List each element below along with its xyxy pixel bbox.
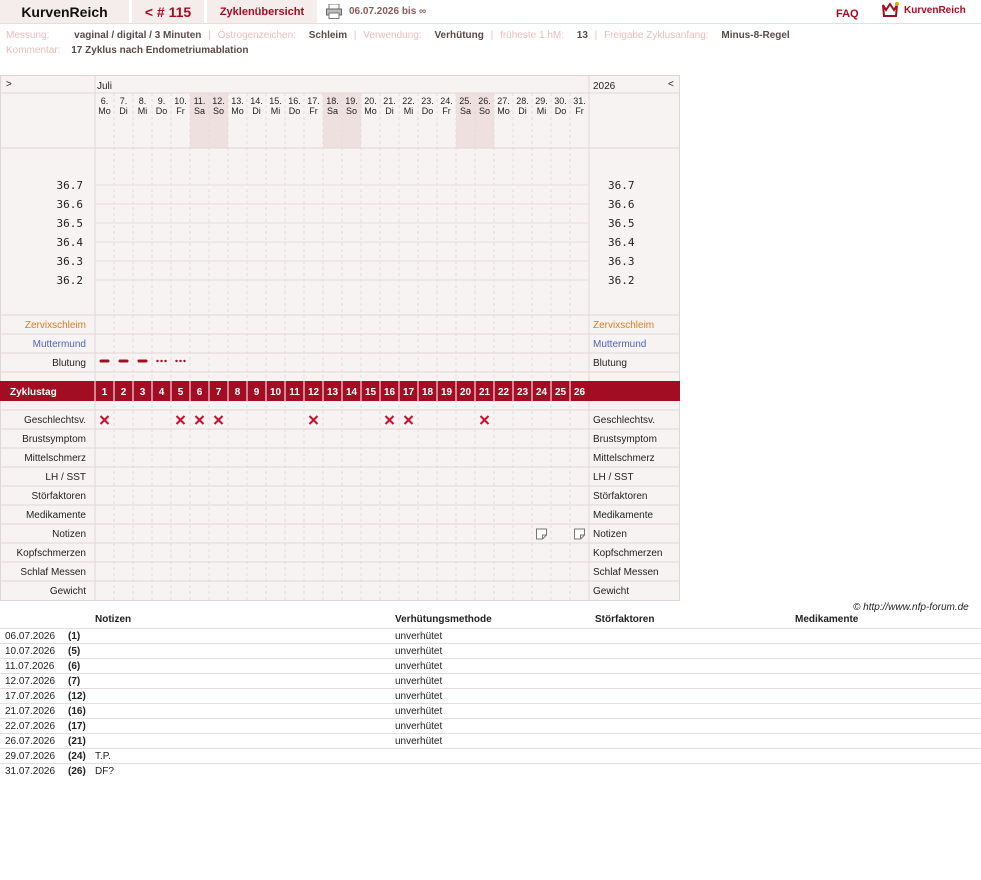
comment-line [6, 45, 249, 56]
weekday-label: Sa [193, 106, 206, 116]
cycle-day-number: 18 [421, 387, 434, 398]
row-label-left: Zervixschleim [24, 320, 86, 331]
weekday-label: Mo [231, 106, 244, 116]
weekday-label: So [478, 106, 491, 116]
weekday-label: Mi [536, 106, 547, 116]
row-date: 17.07.2026 [5, 691, 56, 702]
kurvenreich-logo[interactable] [880, 1, 966, 19]
notes-table-row [0, 628, 981, 643]
row-label-right: Blutung [593, 358, 627, 369]
cycle-overview-tab[interactable] [207, 0, 317, 23]
nav-prev-button: < [668, 79, 674, 90]
copyright: © http://www.nfp-forum.de [853, 602, 969, 613]
row-method: unverhütet [395, 646, 443, 657]
day-date-label: 15. [269, 96, 282, 106]
day-date-label: 24. [440, 96, 453, 106]
row-date: 31.07.2026 [5, 766, 56, 777]
row-cycle-day: (16) [68, 706, 86, 717]
temperature-tick-left: 36.3 [56, 255, 83, 268]
row-date: 10.07.2026 [5, 646, 56, 657]
row-label-left: Kopfschmerzen [16, 548, 86, 559]
row-label-left: Mittelschmerz [24, 453, 86, 464]
weekday-label: So [212, 106, 225, 116]
separator: | [490, 30, 494, 41]
row-note: T.P. [95, 751, 111, 762]
row-method: unverhütet [395, 676, 443, 687]
nav-next-button: > [6, 79, 12, 90]
row-label-left: Blutung [52, 358, 86, 369]
row-label-right: Brustsymptom [593, 434, 657, 445]
weekday-label: Mi [403, 106, 414, 116]
notes-table-row [0, 673, 981, 688]
row-label-right: Schlaf Messen [593, 567, 659, 578]
notes-table-row [0, 733, 981, 748]
cycle-day-number: 3 [139, 387, 146, 398]
top-divider [0, 23, 981, 24]
medication-header: Medikamente [795, 614, 859, 625]
notes-table-row [0, 763, 981, 778]
year-label: 2026 [593, 81, 616, 92]
messung-label: Messung: [6, 30, 50, 41]
cycle-day-number: 17 [402, 387, 415, 398]
cycle-day-number: 2 [120, 387, 127, 398]
chart-background [1, 76, 680, 601]
weekday-label: Sa [326, 106, 339, 116]
cycle-chart [0, 75, 680, 602]
cycle-info-line [6, 30, 790, 41]
cycle-overview-label: Zyklenübersicht [219, 5, 305, 18]
row-label-right: Zervixschleim [593, 320, 655, 331]
notes-table-row [0, 658, 981, 673]
temperature-tick-left: 36.6 [56, 198, 83, 211]
weekday-label: Di [119, 106, 128, 116]
day-date-label: 30. [554, 96, 567, 106]
row-label-left: Muttermund [32, 339, 86, 350]
verwendung-value: Verhütung [434, 30, 484, 41]
notes-header: Notizen [95, 614, 132, 625]
notes-table-row [0, 688, 981, 703]
bleeding-spotting-dot [164, 360, 166, 362]
notes-table-row [0, 748, 981, 763]
day-date-label: 25. [459, 96, 472, 106]
kommentar-label: Kommentar: [6, 45, 61, 56]
day-date-label: 31. [573, 96, 586, 106]
notes-table-row [0, 703, 981, 718]
disturbance-header: Störfaktoren [595, 614, 655, 625]
row-label-right: Muttermund [593, 339, 647, 350]
day-date-label: 22. [402, 96, 415, 106]
day-date-label: 9. [157, 96, 166, 106]
row-label-left: Notizen [52, 529, 86, 540]
row-label-right: Gewicht [593, 586, 630, 597]
fruehste-label: früheste 1.hM: [500, 30, 564, 41]
weekday-label: Fr [176, 106, 185, 116]
row-cycle-day: (17) [68, 721, 86, 732]
row-label-right: Notizen [593, 529, 627, 540]
weekday-label: Mi [270, 106, 281, 116]
day-date-label: 7. [119, 96, 128, 106]
cycle-day-label: Zyklustag [10, 387, 57, 398]
row-label-left: Gewicht [49, 586, 86, 597]
temperature-tick-right: 36.4 [608, 236, 635, 249]
bleeding-spotting-dot [183, 360, 185, 362]
notes-table-row [0, 718, 981, 733]
cycle-day-number: 10 [269, 387, 282, 398]
weekday-label: Di [518, 106, 527, 116]
weekday-label: Do [421, 106, 434, 116]
weekday-label: Mo [364, 106, 377, 116]
bleeding-spotting-dot [175, 360, 177, 362]
weekday-label: Do [288, 106, 301, 116]
temperature-tick-right: 36.7 [608, 179, 635, 192]
month-label: Juli [97, 81, 113, 92]
row-label-left: Schlaf Messen [20, 567, 86, 578]
kommentar-value: 17 Zyklus nach Endometriumablation [71, 45, 249, 56]
fruehste-value: 13 [576, 30, 588, 41]
day-date-label: 10. [174, 96, 187, 106]
bleeding-spotting-dot [179, 360, 181, 362]
row-label-left: LH / SST [45, 472, 86, 483]
bleeding-heavy-mark [138, 360, 148, 363]
row-label-left: Medikamente [25, 510, 86, 521]
day-date-label: 8. [138, 96, 147, 106]
cycle-day-number: 8 [234, 387, 241, 398]
row-cycle-day: (1) [68, 631, 81, 642]
day-date-label: 23. [421, 96, 434, 106]
row-method: unverhütet [395, 661, 443, 672]
row-date: 06.07.2026 [5, 631, 56, 642]
cycle-day-number: 22 [497, 387, 510, 398]
day-date-label: 27. [497, 96, 510, 106]
temperature-tick-right: 36.2 [608, 274, 635, 287]
day-date-label: 26. [478, 96, 491, 106]
day-date-label: 17. [307, 96, 320, 106]
row-cycle-day: (24) [68, 751, 86, 762]
cycle-day-number: 25 [554, 387, 567, 398]
day-date-label: 28. [516, 96, 529, 106]
weekday-label: Mo [497, 106, 510, 116]
day-date-label: 20. [364, 96, 377, 106]
row-label-right: LH / SST [593, 472, 634, 483]
row-date: 29.07.2026 [5, 751, 56, 762]
day-date-label: 13. [231, 96, 244, 106]
cycle-day-number: 19 [440, 387, 453, 398]
weekday-label: Fr [575, 106, 584, 116]
row-label-left: Brustsymptom [22, 434, 86, 445]
row-label-right: Störfaktoren [593, 491, 648, 502]
row-label-right: Mittelschmerz [593, 453, 655, 464]
cycle-day-number: 7 [215, 387, 222, 398]
cycle-day-number: 21 [478, 387, 491, 398]
weekday-label: Fr [442, 106, 451, 116]
logo-text: KurvenReich [904, 4, 966, 16]
cycle-day-number: 9 [253, 387, 260, 398]
row-method: unverhütet [395, 691, 443, 702]
day-date-label: 12. [212, 96, 225, 106]
row-method: unverhütet [395, 631, 443, 642]
cycle-day-number: 4 [158, 387, 165, 398]
cycle-day-number: 5 [177, 387, 184, 398]
weekday-label: Fr [309, 106, 318, 116]
temperature-tick-left: 36.7 [56, 179, 83, 192]
bleeding-heavy-mark [100, 360, 110, 363]
cycle-day-number: 14 [345, 387, 358, 398]
weekday-label: Do [554, 106, 567, 116]
row-date: 21.07.2026 [5, 706, 56, 717]
bleeding-spotting-dot [160, 360, 162, 362]
row-method: unverhütet [395, 721, 443, 732]
cycle-number-tab[interactable] [132, 0, 204, 23]
cycle-day-number: 23 [516, 387, 529, 398]
day-date-label: 19. [345, 96, 358, 106]
printer-icon[interactable] [326, 4, 342, 19]
cycle-day-number: 1 [101, 387, 108, 398]
cycle-day-number: 20 [459, 387, 472, 398]
day-date-label: 6. [100, 96, 109, 106]
separator: | [208, 30, 211, 41]
weekday-label: Di [252, 106, 261, 116]
row-date: 26.07.2026 [5, 736, 56, 747]
oestrogen-value: Schleim [308, 30, 348, 41]
cycle-day-number: 16 [383, 387, 396, 398]
row-label-left: Störfaktoren [31, 491, 86, 502]
bleeding-spotting-dot [156, 360, 158, 362]
row-date: 22.07.2026 [5, 721, 56, 732]
oestrogen-label: Östrogenzeichen: [217, 30, 296, 41]
day-date-label: 11. [193, 96, 206, 106]
cycle-day-number: 24 [535, 387, 548, 398]
cycle-number: < # 115 [144, 3, 192, 20]
cycle-day-number: 6 [196, 387, 203, 398]
row-cycle-day: (6) [68, 661, 81, 672]
temperature-tick-right: 36.5 [608, 217, 635, 230]
brand-tab[interactable] [0, 0, 129, 23]
cycle-day-number: 13 [326, 387, 339, 398]
verwendung-label: Verwendung: [363, 30, 422, 41]
row-label-right: Medikamente [593, 510, 654, 521]
row-label-right: Kopfschmerzen [593, 548, 663, 559]
temperature-tick-right: 36.3 [608, 255, 635, 268]
temperature-tick-right: 36.6 [608, 198, 635, 211]
heart-crown-icon [880, 1, 900, 19]
row-method: unverhütet [395, 706, 443, 717]
weekday-label: Mi [137, 106, 148, 116]
freigabe-value: Minus-8-Regel [721, 30, 790, 41]
notes-table-row [0, 643, 981, 658]
weekday-label: So [345, 106, 358, 116]
row-cycle-day: (5) [68, 646, 81, 657]
cycle-day-number: 26 [573, 387, 586, 398]
method-header: Verhütungsmethode [395, 614, 492, 625]
messung-value: vaginal / digital / 3 Minuten [74, 30, 202, 41]
brand-name: KurvenReich [21, 3, 108, 20]
day-date-label: 21. [383, 96, 396, 106]
row-cycle-day: (12) [68, 691, 86, 702]
row-cycle-day: (26) [68, 766, 86, 777]
cycle-day-number: 15 [364, 387, 377, 398]
weekday-label: Mo [98, 106, 111, 116]
day-date-label: 14. [250, 96, 263, 106]
weekday-label: Sa [459, 106, 472, 116]
row-cycle-day: (7) [68, 676, 81, 687]
day-date-label: 29. [535, 96, 548, 106]
cycle-day-number: 12 [307, 387, 320, 398]
bleeding-heavy-mark [119, 360, 129, 363]
day-date-label: 18. [326, 96, 339, 106]
row-note: DF? [95, 766, 114, 777]
cycle-day-number: 11 [289, 387, 300, 398]
temperature-tick-left: 36.2 [56, 274, 83, 287]
row-method: unverhütet [395, 736, 443, 747]
date-range: 06.07.2026 bis ∞ [349, 6, 427, 17]
row-label-right: Geschlechtsv. [593, 415, 656, 426]
row-label-left: Geschlechtsv. [23, 415, 86, 426]
top-bar [0, 0, 981, 24]
temperature-tick-left: 36.4 [56, 236, 83, 249]
day-date-label: 16. [288, 96, 301, 106]
weekday-label: Do [155, 106, 168, 116]
separator: | [594, 30, 598, 41]
separator: | [353, 30, 357, 41]
freigabe-label: Freigabe Zyklusanfang: [604, 30, 709, 41]
row-date: 12.07.2026 [5, 676, 56, 687]
row-date: 11.07.2026 [5, 661, 55, 672]
row-cycle-day: (21) [68, 736, 86, 747]
temperature-tick-left: 36.5 [56, 217, 83, 230]
faq-link[interactable]: FAQ [836, 8, 859, 20]
weekday-label: Di [385, 106, 394, 116]
